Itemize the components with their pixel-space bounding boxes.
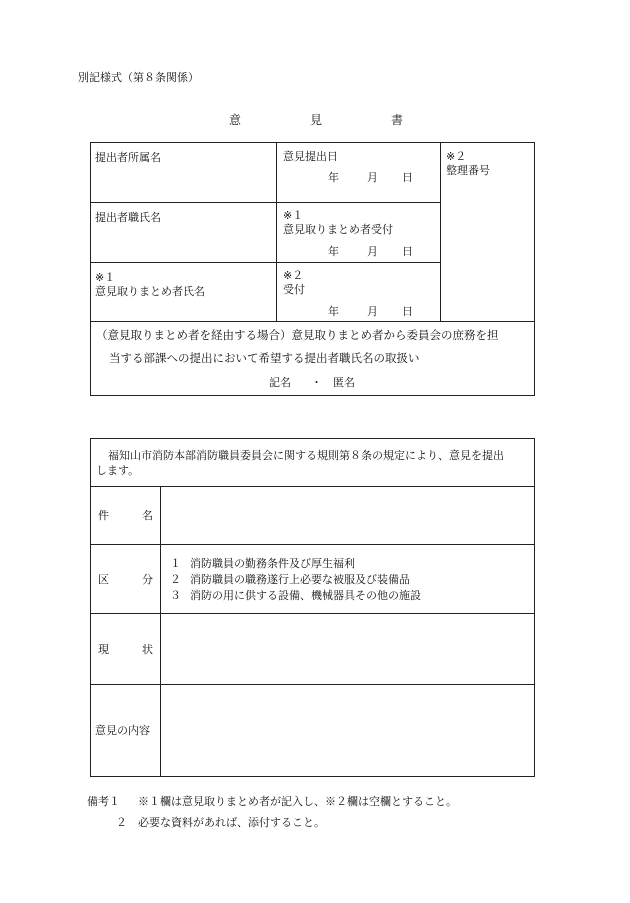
upper-divider-v1 (276, 142, 277, 321)
received-date-day: 日 (402, 245, 413, 258)
category-label-b: 分 (142, 573, 153, 586)
category-item-1: 消防職員の勤務条件及び厚生福利 (190, 557, 355, 570)
category-num-2: ２ (170, 573, 181, 586)
form-label: 別記様式（第８条関係） (78, 71, 199, 84)
upper-divider-h2 (90, 262, 440, 263)
note1-mark-received: ※１ (283, 209, 304, 222)
lower-divider-h2 (90, 544, 535, 545)
note2-mark-reception: ※２ (283, 269, 304, 282)
lower-divider-v1 (160, 486, 161, 777)
status-label-a: 現 (98, 643, 109, 656)
subject-label-a: 件 (98, 509, 109, 522)
note-2-prefix: ２ (116, 816, 127, 829)
option-named: 記名 (269, 376, 291, 389)
lower-divider-h3 (90, 613, 535, 614)
received-date-month: 月 (367, 245, 378, 258)
submission-date-label: 意見提出日 (283, 150, 338, 163)
reception-date-month: 月 (367, 305, 378, 318)
upper-divider-h1 (90, 202, 440, 203)
coordinator-name-label: 意見取りまとめ者氏名 (95, 285, 205, 298)
submission-date-year: 年 (328, 171, 339, 184)
option-anonymous: 匿名 (333, 376, 355, 389)
category-num-3: ３ (170, 589, 181, 602)
reception-label: 受付 (283, 283, 305, 296)
file-number-label: 整理番号 (446, 164, 490, 177)
title-char-3: 書 (391, 113, 404, 127)
lower-divider-h4 (90, 684, 535, 685)
title-char-2: 見 (310, 113, 323, 127)
category-item-2: 消防職員の職務遂行上必要な被服及び装備品 (190, 573, 410, 586)
note-2-text: 必要な資料があれば、添付すること。 (138, 816, 325, 829)
subject-label-b: 名 (142, 509, 153, 522)
category-item-3: 消防の用に供する設備、機械器具その他の施設 (190, 589, 421, 602)
note-1-prefix: 備考１ (87, 795, 120, 808)
note1-mark-coordinator: ※１ (95, 271, 116, 284)
submitter-affiliation-label: 提出者所属名 (95, 151, 161, 164)
category-label-a: 区 (98, 573, 109, 586)
intro-line1: 福知山市消防本部消防職員委員会に関する規則第８条の規定により、意見を提出 (108, 449, 504, 462)
status-label-b: 状 (142, 643, 153, 656)
handling-text-line1: （意見取りまとめ者を経由する場合）意見取りまとめ者から委員会の庶務を担 (96, 328, 499, 342)
submission-date-day: 日 (402, 171, 413, 184)
lower-divider-h1 (90, 486, 535, 487)
lower-table-border (90, 438, 535, 777)
upper-divider-h3 (90, 321, 535, 322)
option-separator: ・ (311, 376, 322, 389)
title-char-1: 意 (229, 113, 242, 127)
submitter-name-title-label: 提出者職氏名 (95, 211, 161, 224)
intro-line2: します。 (96, 464, 140, 477)
received-date-year: 年 (328, 245, 339, 258)
reception-date-day: 日 (402, 305, 413, 318)
submission-date-month: 月 (367, 171, 378, 184)
note-1-text: ※１欄は意見取りまとめ者が記入し、※２欄は空欄とすること。 (138, 795, 457, 808)
coordinator-received-label: 意見取りまとめ者受付 (283, 223, 393, 236)
handling-text-line2: 当する部課への提出において希望する提出者職氏名の取扱い (109, 351, 420, 365)
upper-divider-v2 (440, 142, 441, 321)
note2-mark: ※２ (446, 150, 467, 163)
reception-date-year: 年 (328, 305, 339, 318)
opinion-label: 意見の内容 (95, 724, 150, 737)
category-num-1: １ (170, 557, 181, 570)
